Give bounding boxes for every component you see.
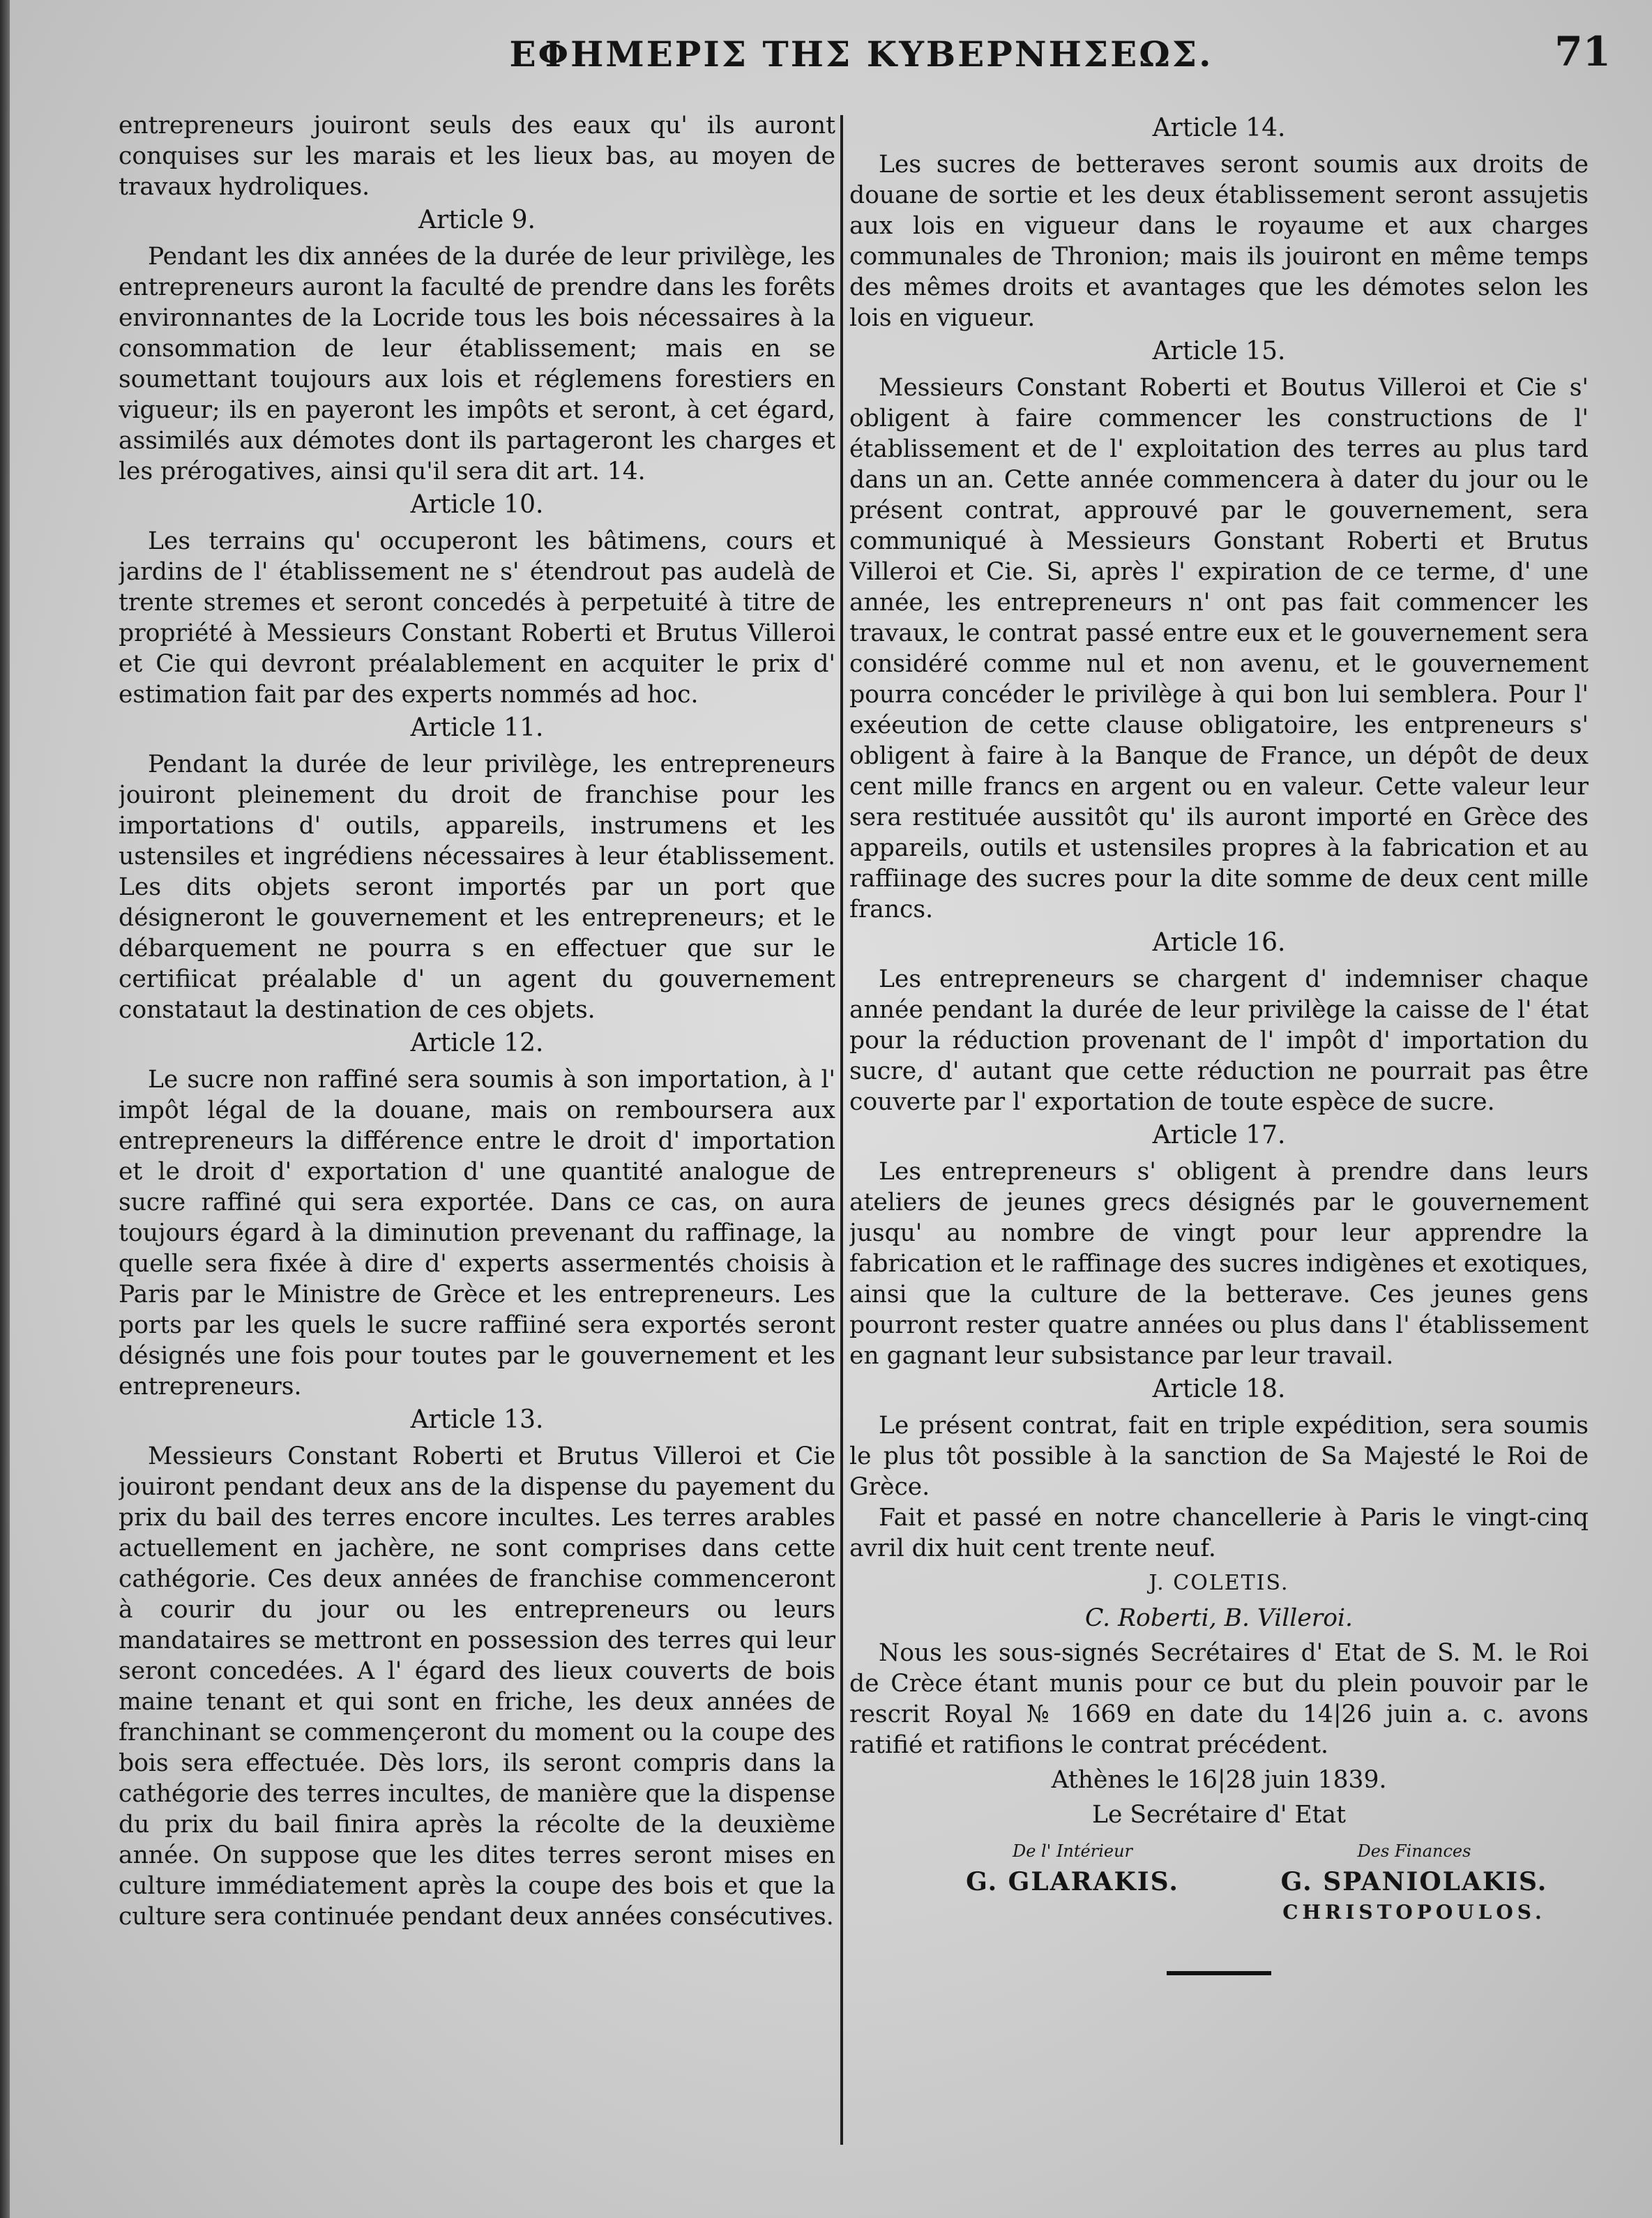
- article-text: Pendant les dix années de la durée de leur privilège, les entrepreneurs auront la faculté de prendre dans les forêts environnantes de la Locride tous les bois nécessaires à la consommation de leur établissement; mais en se soumettant toujours aux lois et réglemens forestiers en vigueur; ils en payeront les impôts et seront, à cet égard, assimilés aux démotes dont ils partageront les charges et les prérogatives, ainsi qu'il sera dit art. 14.: [119, 243, 835, 485]
- gazette-title: ΕΦΗΜΕΡΙΣ ΤΗΣ ΚΥΒΕΡΝΗΣΕΩΣ.: [509, 33, 1213, 75]
- dept-finances-label: Des Finances: [1357, 1841, 1471, 1861]
- page-binding-edge: [0, 0, 10, 2218]
- article-heading: Article 18.: [1152, 1375, 1286, 1403]
- signature-block: [849, 1502, 1589, 1975]
- ratification-paragraph: Nous les sous-signés Secrétaires d' Etat de S. M. le Roi de Crèce étant munis pour ce but du plein pouvoir par le rescrit Royal № 1669 en date du 14|26 juin a. c. avons ratifié et ratifions le contrat précédent.: [849, 1639, 1589, 1759]
- article-heading: Article 10.: [410, 490, 544, 519]
- page-number: 71: [1554, 28, 1611, 75]
- article-text: Messieurs Constant Roberti et Brutus Villeroi et Cie jouiront pendant deux ans de la dispense du payement du prix du bail des terres encore incultes. Les terres arables actuellement en jachère, ne sont comprises dans cette cathégorie. Ces deux années de franchise commenceront à courir du jour ou les entrepreneurs ou leurs mandataires se mettront en possession des terres qui leur seront concedées. A l' égard des lieux couverts de bois maine tenant et qui sont en friche, les deux années de franchinant se commençeront du moment ou la coupe des bois sera effectuée. Dès lors, ils seront compris dans la cathégorie des terres incultes, de manière que la dispense du prix du bail finira après la récolte de la deuxième année. On suppose que les dites terres seront mises en culture immédiatement après la coupe des bois et que la culture sera continuée pendant deux années consécutives.: [119, 1442, 835, 1931]
- dateline: Athènes le 16|28 juin 1839.: [1051, 1766, 1387, 1794]
- ministers-signatures: [849, 1836, 1589, 1954]
- article-text: Les entrepreneurs se chargent d' indemniser chaque année pendant la durée de leur privilège la caisse de l' état pour la réduction provenant de l' impôt d' importation du sucre, d' autant que cette réduction ne pourrait pas être couverte par l' exportation de toute espèce de sucre.: [849, 965, 1589, 1116]
- article-text: Pendant la durée de leur privilège, les entrepreneurs jouiront pleinement du droit de franchise pour les importations d' outils, appareils, instrumens et les ustensiles et ingrédiens nécessaires à leur établissement. Les dits objets seront importés par un port que désigneront le gouvernement et les entrepreneurs; et le débarquement ne pourra s en effectuer que sur le certifiicat préalable d' un agent du gouvernement constataut la destination de ces objets.: [119, 750, 835, 1024]
- article-heading: Article 13.: [410, 1405, 544, 1434]
- name-christopoulos: CHRISTOPOULOS.: [1282, 1901, 1546, 1924]
- article-text: Les terrains qu' occuperont les bâtimens, cours et jardins de l' établissement ne s' étendrout pas audelà de trente stremes et seront concedés à perpetuité à titre de propriété à Messieurs Constant Roberti et Brutus Villeroi et Cie qui devront préalablement en acquiter le prix d' estimation fait par des experts nommés ad hoc.: [119, 527, 835, 709]
- secretary-title: Le Secrétaire d' Etat: [1092, 1801, 1346, 1829]
- article-heading: Article 16.: [1152, 928, 1286, 957]
- minister-finances: [1268, 1836, 1561, 1928]
- article-text: Les sucres de betteraves seront soumis aux droits de douane de sortie et les deux établissement seront assujetis aux lois en vigueur dans le royaume et aux charges communales de Thronion; mais ils jouiront en même temps des mêmes droits et avantages que les démotes selon les lois en vigueur.: [849, 151, 1589, 332]
- column-divider: [840, 115, 843, 2145]
- signatory-entrepreneurs: C. Roberti, B. Villeroi.: [1084, 1604, 1354, 1632]
- article-heading: Article 17.: [1152, 1121, 1286, 1149]
- opening-paragraph: entrepreneurs jouiront seuls des eaux qu' ils auront conquises sur les marais et les lieux bas, au moyen de travaux hydroliques.: [119, 112, 835, 201]
- article-text: Le présent contrat, fait en triple expédition, sera soumis le plus tôt possible à la sanction de Sa Majesté le Roi de Grèce.: [849, 1412, 1589, 1501]
- article-heading: Article 12.: [410, 1029, 544, 1057]
- place-date-paragraph: Fait et passé en notre chancellerie à Paris le vingt-cinq avril dix huit cent trente neuf.: [849, 1504, 1589, 1562]
- article-text: Le sucre non raffiné sera soumis à son importation, à l' impôt légal de la douane, mais on remboursera aux entrepreneurs la différence entre le droit d' importation et le droit d' exportation d' une quantité analogue de sucre raffiné qui sera exportée. Dans ce cas, on aura toujours égard à la diminution prevenant du raffinage, la quelle sera fixée à dire d' experts assermentés choisis à Paris par le Ministre de Grèce et les entrepreneurs. Les ports par les quels le sucre raffiiné sera exportés seront désignés une fois pour toutes par le gouvernement et les entrepreneurs.: [119, 1066, 835, 1401]
- page-header: [112, 28, 1611, 84]
- signatory-coletis: J. COLETIS.: [1149, 1571, 1289, 1595]
- article-heading: Article 14.: [1152, 114, 1286, 142]
- article-text: Messieurs Constant Roberti et Boutus Villeroi et Cie s' obligent à faire commencer les constructions de l' établissement et de l' exploitation des terres au plus tard dans un an. Cette année commencera à dater du jour ou le présent contrat, approuvé par le gouvernement, sera communiqué à Messieurs Gonstant Roberti et Brutus Villeroi et Cie. Si, après l' expiration de ce terme, d' une année, les entrepreneurs n' ont pas fait commencer les travaux, le contrat passé entre eux et le gouvernement sera considéré comme nul et non avenu, et le gouvernement pourra concéder le privilège à qui bon lui semblera. Pour l' exéeution de cette clause obligatoire, les entpreneurs s' obligent à faire à la Banque de France, un dépôt de deux cent mille francs en argent ou en valeur. Cette valeur leur sera restituée aussitôt qu' ils auront importé en Grèce des appareils, outils et ustensiles propres à la fabrication et au raffiinage des sucres pour la dite somme de deux cent mille francs.: [849, 374, 1589, 923]
- name-glarakis: G. GLARAKIS.: [966, 1867, 1179, 1896]
- left-column: [119, 110, 835, 2175]
- right-column: [849, 110, 1589, 2175]
- article-text: Les entrepreneurs s' obligent à prendre dans leurs ateliers de jeunes grecs désignés par le gouvernement jusqu' au nombre de vingt pour leur apprendre la fabrication et le raffinage des sucres indigènes et exotiques, ainsi que la culture de la betterave. Ces jeunes gens pourront rester quatre années ou plus dans l' établissement en gagnant leur subsistance par leur travail.: [849, 1158, 1589, 1370]
- article-heading: Article 11.: [410, 714, 544, 742]
- dept-interior-label: De l' Intérieur: [1012, 1841, 1133, 1861]
- name-spaniolakis: G. SPANIOLAKIS.: [1280, 1867, 1548, 1896]
- closing-rule: [1167, 1971, 1271, 1975]
- article-heading: Article 9.: [418, 206, 536, 234]
- minister-interior: [961, 1836, 1184, 1897]
- article-heading: Article 15.: [1152, 337, 1286, 365]
